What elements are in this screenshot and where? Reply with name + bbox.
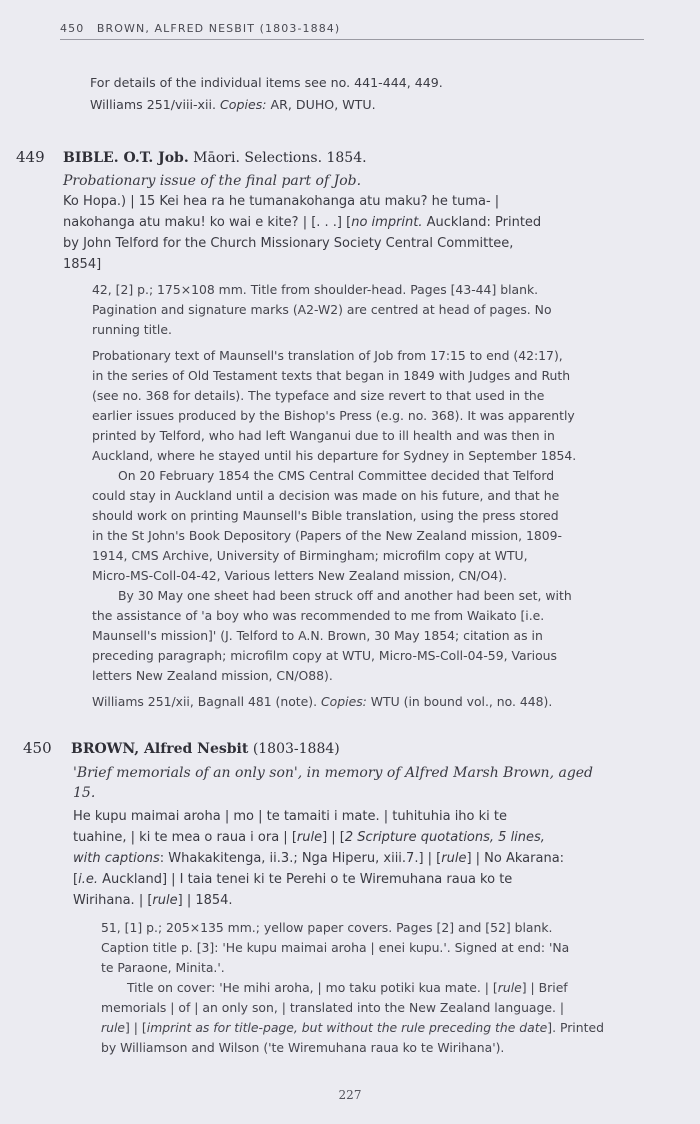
entry-449-heading-rest: Māori. Selections. 1854.	[193, 150, 367, 166]
entry-450-heading-main: BROWN, Alfred Nesbit	[71, 741, 249, 757]
note-line: by Williamson and Wilson ('te Wiremuhana raua ko te Wirihana').	[101, 1040, 505, 1055]
note-line: On 20 February 1854 the CMS Central Committee decided that Telford	[118, 468, 555, 483]
entry-449-title-page	[63, 191, 541, 275]
note-line: running title.	[92, 322, 172, 337]
prev-line-1: For details of the individual items see no. 441-444, 449.	[90, 75, 443, 90]
note-line: Micro-MS-Coll-04-42, Various letters New Zealand mission, CN/O4).	[92, 568, 507, 583]
note-line: 42, [2] p.; 175×108 mm. Title from shoulder-head. Pages [43-44] blank.	[92, 282, 539, 297]
italic-title-line: 'Brief memorials of an only son', in memory of Alfred Marsh Brown, aged	[73, 765, 594, 781]
tp-line: 1854]	[63, 257, 102, 272]
note-line: Probationary text of Maunsell's translation of Job from 17:15 to end (42:17),	[92, 348, 563, 363]
prev-refs: Williams 251/viii-xii.	[90, 97, 216, 112]
note-line: earlier issues produced by the Bishop's Press (e.g. no. 368). It was apparently	[92, 408, 575, 423]
note-line: Caption title p. [3]: 'He kupu maimai aroha | enei kupu.'. Signed at end: 'Na	[101, 940, 570, 955]
previous-entry-tail	[90, 72, 650, 116]
tp-line: Wirihana. | [rule] | 1854.	[73, 893, 233, 908]
italic-title-line: 15.	[73, 785, 96, 801]
tp-line: tuahine, | ki te mea o raua i ora | [rule] | [2 Scripture quotations, 5 lines,	[73, 830, 545, 845]
note-line: should work on printing Maunsell's Bible translation, using the press stored	[92, 508, 559, 523]
running-head-page-number: 450	[60, 22, 85, 35]
tp-line: He kupu maimai aroha | mo | te tamaiti i mate. | tuhituhia iho ki te	[73, 809, 508, 824]
note-line: memorials | of | an only son, | translated into the New Zealand language. |	[101, 1000, 565, 1015]
note-line: Title on cover: 'He mihi aroha, | mo taku potiki kua mate. | [rule] | Brief	[127, 980, 568, 995]
entry-450-heading	[71, 738, 340, 760]
note-line: in the St John's Book Depository (Papers of the New Zealand mission, 1809-	[92, 528, 563, 543]
tp-line: Ko Hopa.) | 15 Kei hea ra he tumanakohanga atu maku? he tuma- |	[63, 194, 500, 209]
note-line: Auckland, where he stayed until his departure for Sydney in September 1854.	[92, 448, 577, 463]
note-line: preceding paragraph; microfilm copy at WTU, Micro-MS-Coll-04-59, Various	[92, 648, 557, 663]
note-line: Maunsell's mission]' (J. Telford to A.N. Brown, 30 May 1854; citation as in	[92, 628, 543, 643]
note-line: 1914, CMS Archive, University of Birmingham; microfilm copy at WTU,	[92, 548, 528, 563]
note-line: (see no. 368 for details). The typeface and size revert to that used in the	[92, 388, 545, 403]
note-line: could stay in Auckland until a decision was made on his future, and that he	[92, 488, 560, 503]
entry-449-notes	[92, 280, 576, 712]
note-line: Pagination and signature marks (A2-W2) are centred at head of pages. No	[92, 302, 552, 317]
note-line: By 30 May one sheet had been struck off and another had been set, with	[118, 588, 572, 603]
entry-449-refs: Williams 251/xii, Bagnall 481 (note). Copies: WTU (in bound vol., no. 448).	[92, 694, 553, 709]
running-head-title: BROWN, ALFRED NESBIT (1803-1884)	[96, 22, 341, 35]
running-head	[60, 22, 644, 40]
note-line: rule] | [imprint as for title-page, but without the rule preceding the date]. Printed	[101, 1020, 604, 1035]
entry-449-heading-main: BIBLE. O.T. Job.	[63, 150, 189, 166]
prev-line-2	[90, 94, 650, 116]
entry-450-number: 450	[23, 739, 52, 757]
tp-line: with captions: Whakakitenga, ii.3.; Nga Hiperu, xiii.7.] | [rule] | No Akarana:	[73, 851, 565, 866]
entry-449-heading	[63, 147, 367, 169]
note-line: 51, [1] p.; 205×135 mm.; yellow paper covers. Pages [2] and [52] blank.	[101, 920, 553, 935]
note-line: te Paraone, Minita.'.	[101, 960, 225, 975]
note-line: in the series of Old Testament texts that began in 1849 with Judges and Ruth	[92, 368, 571, 383]
entry-450-italic-title	[73, 763, 593, 803]
prev-copies-label: Copies:	[219, 97, 267, 112]
note-line: printed by Telford, who had left Wanganui due to ill health and was then in	[92, 428, 555, 443]
entry-449-italic-title: Probationary issue of the final part of Job.	[63, 173, 362, 189]
prev-copies: AR, DUHO, WTU.	[270, 97, 376, 112]
page-folio: 227	[338, 1088, 362, 1102]
note-line: letters New Zealand mission, CN/O88).	[92, 668, 333, 683]
tp-line: by John Telford for the Church Missionary Society Central Committee,	[63, 236, 514, 251]
entry-450-notes	[101, 918, 604, 1058]
entry-449-number: 449	[16, 148, 45, 166]
entry-450-title-page	[73, 806, 564, 911]
tp-line: nakohanga atu maku! ko wai e kite? | [. . .] [no imprint. Auckland: Printed	[63, 215, 542, 230]
note-line: the assistance of 'a boy who was recommended to me from Waikato [i.e.	[92, 608, 545, 623]
entry-450-heading-rest: (1803-1884)	[252, 741, 340, 757]
tp-line: [i.e. Auckland] | I taia tenei ki te Perehi o te Wiremuhana raua ko te	[73, 872, 513, 887]
